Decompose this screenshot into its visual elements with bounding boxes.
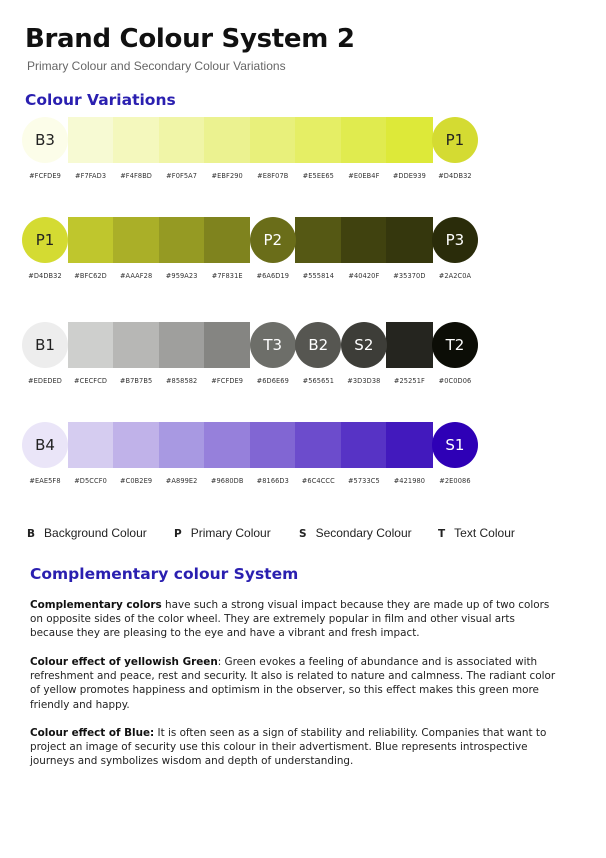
colour-swatch <box>68 117 114 163</box>
colour-swatch <box>341 217 387 263</box>
hex-code-label: #A899E2 <box>165 477 198 485</box>
colour-swatch <box>386 117 432 163</box>
hex-code-label: #565651 <box>302 377 334 385</box>
colour-circle-p2: P2 <box>250 217 296 263</box>
hex-code-label: #858582 <box>165 377 198 385</box>
hex-code-label: #D4DB32 <box>438 172 472 180</box>
hex-code-label: #5733C5 <box>347 477 380 485</box>
hex-code-label: #EAE5F8 <box>29 477 61 485</box>
hex-code-label: #F4F8BD <box>120 172 152 180</box>
colour-swatch <box>386 217 432 263</box>
legend-text: Text Colour <box>454 526 515 540</box>
legend-letter: P <box>174 528 182 540</box>
colour-swatch <box>204 217 250 263</box>
hex-code-label: #D4DB32 <box>28 272 62 280</box>
hex-code-label: #40420F <box>348 272 380 280</box>
colour-swatch <box>295 117 341 163</box>
hex-code-label: #959A23 <box>165 272 198 280</box>
colour-circle-p1: P1 <box>22 217 68 263</box>
hex-code-label: #421980 <box>393 477 426 485</box>
hex-code-label: #D5CCF0 <box>74 477 107 485</box>
colour-swatch <box>159 422 205 468</box>
colour-circle-b3: B3 <box>22 117 68 163</box>
hex-code-label: #FCFDE9 <box>211 377 244 385</box>
colour-swatch <box>295 217 341 263</box>
legend-item-background <box>27 526 147 540</box>
hex-code-label: #25251F <box>393 377 425 385</box>
page-title: Brand Colour System 2 <box>25 24 355 54</box>
colour-row-3 <box>22 322 482 392</box>
colour-circle-t3: T3 <box>250 322 296 368</box>
legend-letter: T <box>438 528 446 540</box>
hex-code-label: #2E0086 <box>439 477 471 485</box>
legend-letter: B <box>27 528 36 540</box>
colour-circle-s2: S2 <box>341 322 387 368</box>
colour-swatch <box>250 117 296 163</box>
colour-swatch <box>295 422 341 468</box>
hex-code-label: #6D6E69 <box>256 377 289 385</box>
colour-circle-b1: B1 <box>22 322 68 368</box>
colour-swatch <box>159 117 205 163</box>
legend-text: Background Colour <box>44 526 147 540</box>
colour-swatch <box>204 422 250 468</box>
hex-code-label: #F7FAD3 <box>74 172 107 180</box>
hex-code-label: #E0EB4F <box>348 172 380 180</box>
colour-swatch <box>159 217 205 263</box>
colour-swatch <box>68 422 114 468</box>
colour-swatch <box>386 422 432 468</box>
colour-circle-p1: P1 <box>432 117 478 163</box>
colour-circle-t2: T2 <box>432 322 478 368</box>
hex-code-label: #EDEDED <box>28 377 62 385</box>
legend-text: Primary Colour <box>190 526 271 540</box>
colour-swatch <box>68 322 114 368</box>
hex-code-label: #9680DB <box>210 477 244 485</box>
colour-swatch <box>113 322 159 368</box>
hex-code-label: #AAAF28 <box>119 272 153 280</box>
legend-text: Secondary Colour <box>315 526 412 540</box>
hex-code-label: #EBF290 <box>211 172 243 180</box>
colour-swatch <box>341 422 387 468</box>
hex-code-label: #0C0D06 <box>438 377 472 385</box>
hex-code-label: #CECFCD <box>74 377 108 385</box>
legend-item-secondary <box>299 526 412 540</box>
colour-circle-p3: P3 <box>432 217 478 263</box>
legend-item-primary <box>174 526 271 540</box>
hex-code-label: #35370D <box>393 272 426 280</box>
colour-swatch <box>113 117 159 163</box>
colour-swatch <box>159 322 205 368</box>
hex-code-label: #6A6D19 <box>256 272 290 280</box>
colour-row-4 <box>22 422 482 492</box>
complementary-heading: Complementary colour System <box>30 565 299 583</box>
hex-code-label: #2A2C0A <box>438 272 472 280</box>
paragraph-bold-lead: Colour effect of Blue: <box>30 727 155 739</box>
colour-circle-b4: B4 <box>22 422 68 468</box>
colour-row-1 <box>22 117 482 187</box>
paragraph-bold-lead: Colour effect of yellowish Green <box>30 656 218 668</box>
colour-swatch <box>250 422 296 468</box>
colour-swatch <box>113 422 159 468</box>
paragraph-blue <box>30 726 560 769</box>
paragraph-bold-lead: Complementary colors <box>30 599 162 611</box>
hex-code-label: #C0B2E9 <box>120 477 153 485</box>
hex-code-label: #555814 <box>302 272 334 280</box>
paragraph-complementary <box>30 598 560 641</box>
colour-circle-s1: S1 <box>432 422 478 468</box>
page-subtitle: Primary Colour and Secondary Colour Variations <box>27 59 286 73</box>
colour-variations-heading: Colour Variations <box>25 91 176 109</box>
colour-swatch <box>341 117 387 163</box>
legend-item-text <box>438 526 515 540</box>
hex-code-label: #3D3D38 <box>347 377 381 385</box>
hex-code-label: #F0F5A7 <box>166 172 198 180</box>
hex-code-label: #E5EE65 <box>302 172 334 180</box>
hex-code-label: #DDE939 <box>392 172 426 180</box>
hex-code-label: #7F831E <box>211 272 243 280</box>
colour-swatch <box>113 217 159 263</box>
colour-swatch <box>204 322 250 368</box>
hex-code-label: #FCFDE9 <box>29 172 61 180</box>
legend <box>27 526 567 540</box>
colour-swatch <box>386 322 432 368</box>
paragraph-body: : Green evokes a feeling of abundance and is associated with refreshment and peace, rest and security. It also is related to nature and calmness. The radiant color of yellow promotes happiness and optimism in the observer, so this effect makes this green more friendly and happy. <box>30 656 556 711</box>
hex-code-label: #6C4CCC <box>301 477 335 485</box>
colour-circle-b2: B2 <box>295 322 341 368</box>
paragraph-yellowish-green <box>30 655 560 712</box>
colour-swatch <box>68 217 114 263</box>
colour-row-2 <box>22 217 482 287</box>
hex-code-label: #8166D3 <box>256 477 289 485</box>
legend-letter: S <box>299 528 307 540</box>
colour-swatch <box>204 117 250 163</box>
paragraph-body: have such a strong visual impact because they are made up of two colors on opposite sides of the color wheel. They are extremely popular in film and other visual arts because they are pleasing to the eye and have a vibrant and fresh impact. <box>30 599 550 640</box>
paragraph-body: It is often seen as a sign of stability and reliability. Companies that want to project an image of security use this colour in their advertisment. Blue represents introspective journeys and symbolizes wisdom and depth of understanding. <box>30 727 547 768</box>
hex-code-label: #E8F07B <box>257 172 289 180</box>
hex-code-label: #B7B7B5 <box>119 377 153 385</box>
hex-code-label: #BFC62D <box>74 272 107 280</box>
